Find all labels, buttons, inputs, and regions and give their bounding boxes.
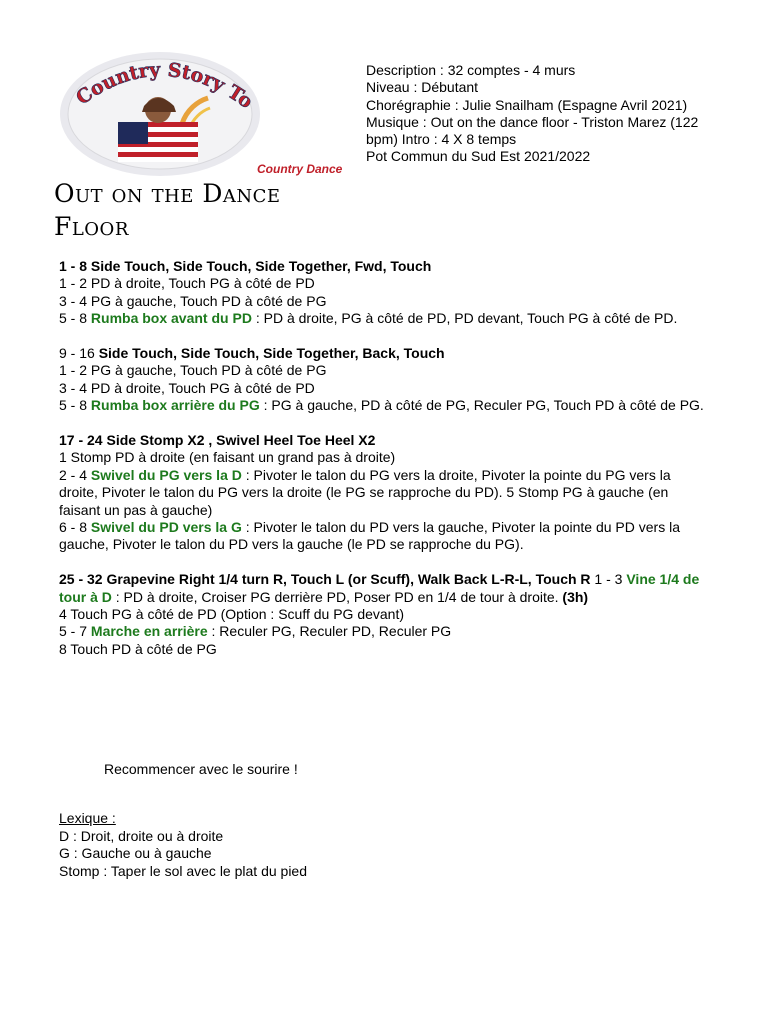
step-count: 5 - 8 (59, 397, 91, 414)
country-story-tour-logo (58, 48, 264, 178)
step-line: 4 Touch PG à côté de PD (Option : Scuff du PG devant) (59, 606, 405, 623)
step-text: : PD à droite, Croiser PG derrière PD, Poser PD en 1/4 de tour à droite. (111, 588, 563, 605)
lexicon-item: Stomp : Taper le sol avec le plat du pied (59, 862, 308, 879)
step-text: : Pivoter le talon du PG vers la droite, Pivoter la pointe du PG vers la droite, Pivoter le talon du PG vers la droite (le PG se rapproche du PD). 5 Stomp PG à gauche (en faisant un pas à gauche) (59, 466, 671, 518)
logo-brand-text: Country Story To (72, 58, 257, 114)
page-title: Out on the Dance Floor (54, 179, 281, 241)
description-counts: Description : 32 comptes - 4 murs (366, 62, 576, 78)
section-4-heading (59, 571, 709, 606)
description-pot: Pot Commun du Sud Est 2021/2022 (366, 148, 591, 165)
section-heading-text: 25 - 32 Grapevine Right 1/4 turn R, Touch L (or Scuff), Walk Back L-R-L, Touch R (59, 571, 591, 588)
description-level: Niveau : Débutant (366, 79, 479, 96)
step-count: 2 - 4 (59, 466, 91, 483)
step-line: 1 - 2 PD à droite, Touch PG à côté de PD (59, 275, 315, 292)
step-line: 3 - 4 PG à gauche, Touch PD à côté de PG (59, 292, 327, 309)
step-count: 5 - 7 (59, 623, 91, 640)
step-name: Rumba box avant du PD (90, 310, 252, 327)
description-choreography: Chorégraphie : Julie Snailham (Espagne Avril 2021) Musique : Out on the dance floor - Triston Marez (122 bpm) Intro : 4 X 8 temps (366, 96, 699, 148)
section-heading-text: Side Touch, Side Touch, Side Together, Back, Touch (98, 345, 445, 362)
lexicon-item: D : Droit, droite ou à droite (59, 827, 224, 844)
step-name: Swivel du PD vers la G (90, 519, 242, 536)
step-count: 5 - 8 (59, 310, 91, 327)
dance-description (366, 62, 706, 166)
logo-graphic (58, 48, 264, 178)
restart-note: Recommencer avec le sourire ! (104, 761, 298, 777)
step-name: Swivel du PG vers la D (90, 466, 242, 483)
step-count: 1 - 3 (590, 571, 627, 588)
step-line (59, 397, 709, 414)
step-text: : Pivoter le talon du PD vers la gauche, Pivoter la pointe du PD vers la gauche, Pivoter le talon du PD vers la gauche (le PD se rapproche du PG). (59, 519, 680, 553)
step-line (59, 310, 709, 327)
step-sheet (59, 258, 709, 658)
step-name: Vine 1/4 de tour à D (59, 571, 700, 605)
step-text: : PD à droite, PG à côté de PD, PD devant, Touch PG à côté de PD. (251, 310, 678, 327)
lexicon (59, 810, 307, 880)
step-line (59, 467, 709, 519)
step-line: 1 - 2 PG à gauche, Touch PD à côté de PG (59, 362, 327, 379)
step-name: Marche en arrière (90, 623, 208, 640)
logo-tagline: Country Dance (257, 162, 343, 176)
step-line: 3 - 4 PD à droite, Touch PG à côté de PD (59, 379, 315, 396)
step-count: 9 - 16 (59, 345, 99, 362)
step-text: : PG à gauche, PD à côté de PG, Reculer PG, Touch PD à côté de PG. (259, 397, 704, 414)
step-line: 8 Touch PD à côté de PG (59, 640, 217, 657)
section-1-heading: 1 - 8 Side Touch, Side Touch, Side Together, Fwd, Touch (59, 258, 432, 274)
lexicon-title: Lexique : (59, 810, 116, 826)
section-2-heading (59, 345, 709, 362)
step-text: : Reculer PG, Reculer PD, Reculer PG (207, 623, 452, 640)
step-line (59, 623, 709, 640)
step-line: 1 Stomp PD à droite (en faisant un grand pas à droite) (59, 449, 396, 466)
step-line (59, 519, 709, 554)
step-count: 6 - 8 (59, 519, 91, 536)
step-direction: (3h) (562, 588, 589, 605)
section-3-heading: 17 - 24 Side Stomp X2 , Swivel Heel Toe Heel X2 (59, 432, 376, 449)
lexicon-item: G : Gauche ou à gauche (59, 845, 212, 862)
step-name: Rumba box arrière du PG (90, 397, 260, 414)
